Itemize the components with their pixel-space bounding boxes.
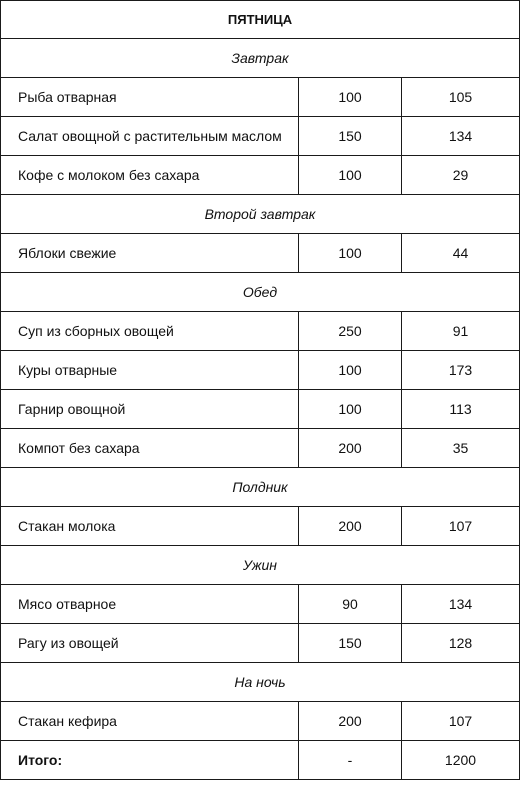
dish-weight: 100 (299, 234, 402, 273)
dish-name: Куры отварные (1, 351, 299, 390)
section-header-row (1, 663, 520, 702)
table-row (1, 234, 520, 273)
dish-weight: 100 (299, 351, 402, 390)
dish-kcal: 107 (402, 702, 520, 741)
dish-kcal: 128 (402, 624, 520, 663)
dish-kcal: 35 (402, 429, 520, 468)
dish-name: Суп из сборных овощей (1, 312, 299, 351)
dish-kcal: 105 (402, 78, 520, 117)
dish-weight: 200 (299, 507, 402, 546)
section-title: На ночь (1, 663, 520, 702)
dish-kcal: 107 (402, 507, 520, 546)
section-header-row (1, 546, 520, 585)
total-kcal: 1200 (402, 741, 520, 780)
dish-name: Яблоки свежие (1, 234, 299, 273)
dish-name: Стакан кефира (1, 702, 299, 741)
section-title: Ужин (1, 546, 520, 585)
dish-name: Гарнир овощной (1, 390, 299, 429)
dish-kcal: 173 (402, 351, 520, 390)
table-row (1, 507, 520, 546)
dish-name: Кофе с молоком без сахара (1, 156, 299, 195)
section-title: Полдник (1, 468, 520, 507)
table-row (1, 117, 520, 156)
dish-kcal: 91 (402, 312, 520, 351)
dish-name: Рыба отварная (1, 78, 299, 117)
dish-kcal: 113 (402, 390, 520, 429)
dish-weight: 250 (299, 312, 402, 351)
dish-weight: 150 (299, 624, 402, 663)
section-header-row (1, 39, 520, 78)
table-row (1, 390, 520, 429)
dish-weight: 90 (299, 585, 402, 624)
table-row (1, 585, 520, 624)
dish-name: Мясо отварное (1, 585, 299, 624)
dish-kcal: 134 (402, 585, 520, 624)
table-row (1, 78, 520, 117)
section-header-row (1, 273, 520, 312)
section-title: Обед (1, 273, 520, 312)
dish-weight: 200 (299, 429, 402, 468)
dish-kcal: 134 (402, 117, 520, 156)
table-row (1, 351, 520, 390)
dish-weight: 100 (299, 390, 402, 429)
menu-table-body (1, 1, 520, 780)
dish-weight: 150 (299, 117, 402, 156)
total-weight: - (299, 741, 402, 780)
day-title: ПЯТНИЦА (1, 1, 520, 39)
table-row (1, 429, 520, 468)
section-header-row (1, 195, 520, 234)
total-label: Итого: (1, 741, 299, 780)
dish-name: Рагу из овощей (1, 624, 299, 663)
table-row (1, 156, 520, 195)
dish-name: Салат овощной с растительным маслом (1, 117, 299, 156)
section-title: Завтрак (1, 39, 520, 78)
title-row (1, 1, 520, 39)
dish-weight: 200 (299, 702, 402, 741)
dish-name: Стакан молока (1, 507, 299, 546)
section-title: Второй завтрак (1, 195, 520, 234)
dish-kcal: 29 (402, 156, 520, 195)
table-row (1, 624, 520, 663)
dish-weight: 100 (299, 78, 402, 117)
table-row (1, 312, 520, 351)
dish-kcal: 44 (402, 234, 520, 273)
table-row (1, 702, 520, 741)
total-row (1, 741, 520, 780)
dish-name: Компот без сахара (1, 429, 299, 468)
section-header-row (1, 468, 520, 507)
dish-weight: 100 (299, 156, 402, 195)
